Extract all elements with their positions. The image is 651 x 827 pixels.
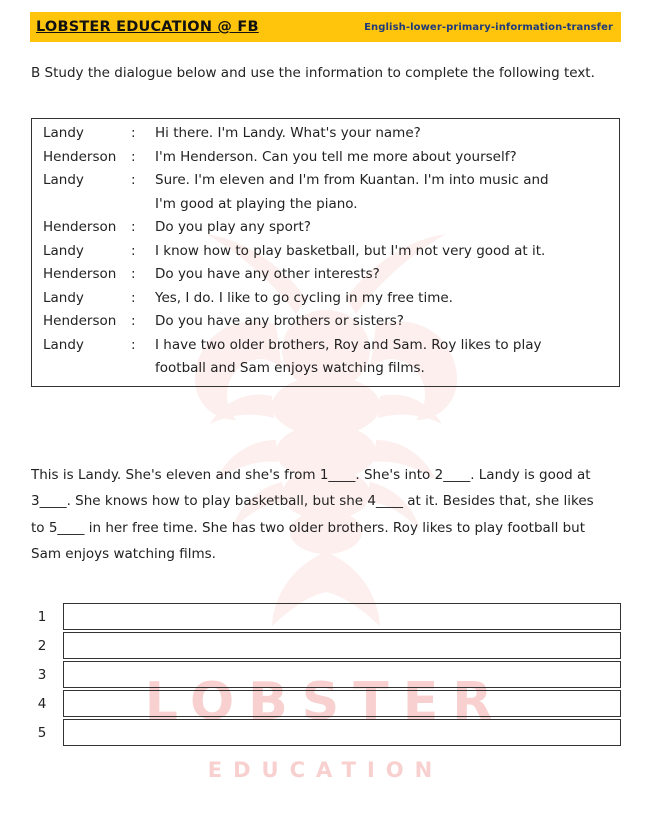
dialogue-line [36,174,615,211]
answer-input-5[interactable] [63,719,621,746]
dialogue-line [36,242,615,259]
dialogue-utterance-line1: Sure. I'm eleven and I'm from Kuantan. I'm into music and [155,172,549,188]
answer-lines [31,602,621,747]
dialogue-colon: : [131,172,136,188]
watermark-title: LOBSTER [144,672,507,732]
dialogue-colon: : [131,125,136,141]
answer-number: 5 [37,724,47,741]
dialogue-line [36,315,615,329]
page-header [30,12,621,42]
dialogue-table [31,118,620,387]
dialogue-colon: : [131,289,136,306]
cloze-paragraph: This is Landy. She's eleven and she's from 1____. She's into 2____. Landy is good at 3____. She knows how to play basketball, but she 4____ at it. Besides that, she likes to 5____ in her free time. She has two older brothers. Roy likes to play football but Sam enjoys watching films. [31,467,594,562]
dialogue-speaker: Henderson [43,148,117,165]
dialogue-utterance-line2: football and Sam enjoys watching films. [155,360,425,376]
answer-row [31,631,621,660]
watermark-subtitle: EDUCATION [207,758,444,782]
dialogue-utterance-line1: I have two older brothers, Roy and Sam. Roy likes to play [155,336,542,353]
dialogue-colon: : [131,242,136,259]
dialogue-utterance [155,336,615,376]
dialogue-line [36,148,615,165]
dialogue-speaker: Landy [43,172,84,188]
answer-input-3[interactable] [63,661,621,688]
dialogue-speaker: Henderson [43,219,117,235]
answer-number: 2 [37,637,47,654]
dialogue-speaker: Landy [43,289,84,306]
dialogue-utterance [155,174,615,211]
answer-row [31,689,621,718]
dialogue-colon: : [131,336,136,353]
answer-number: 4 [37,695,47,712]
answer-number: 1 [37,608,47,625]
dialogue-line [36,268,615,282]
dialogue-utterance: Hi there. I'm Landy. What's your name? [155,125,421,141]
dialogue-line [36,221,615,235]
answer-row [31,602,621,631]
answer-input-2[interactable] [63,632,621,659]
dialogue-colon: : [131,313,136,329]
dialogue-utterance: Do you play any sport? [155,219,311,235]
answer-number: 3 [37,666,47,683]
answer-row [31,718,621,747]
dialogue-utterance: Do you have any brothers or sisters? [155,313,404,329]
dialogue-line [36,127,615,141]
dialogue-colon: : [131,266,136,282]
dialogue-line [36,336,615,376]
dialogue-speaker: Landy [43,242,84,259]
instruction-text: B Study the dialogue below and use the information to complete the following text. [31,65,595,81]
answer-input-1[interactable] [63,603,621,630]
dialogue-speaker: Henderson [43,313,117,329]
answer-row [31,660,621,689]
answer-input-4[interactable] [63,690,621,717]
brand-title: LOBSTER EDUCATION @ FB [36,19,259,35]
dialogue-utterance: I'm Henderson. Can you tell me more about yourself? [155,148,517,165]
dialogue-line [36,289,615,306]
dialogue-colon: : [131,219,136,235]
dialogue-utterance: Do you have any other interests? [155,266,380,282]
dialogue-speaker: Landy [43,125,84,141]
dialogue-speaker: Henderson [43,266,117,282]
dialogue-utterance: Yes, I do. I like to go cycling in my free time. [155,289,453,306]
dialogue-colon: : [131,148,136,165]
dialogue-utterance: I know how to play basketball, but I'm not very good at it. [155,242,546,259]
worksheet-category-label: English-lower-primary-information-transfer [364,21,613,33]
dialogue-speaker: Landy [43,336,84,353]
dialogue-utterance-line2: I'm good at playing the piano. [155,195,358,212]
